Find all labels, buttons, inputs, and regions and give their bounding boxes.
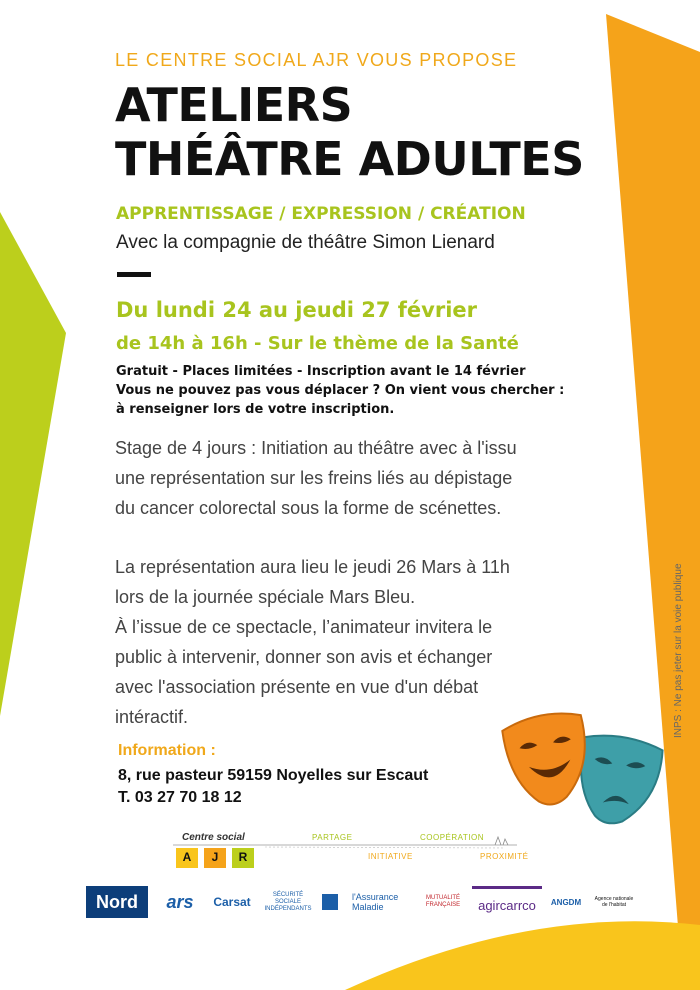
body-line: intéractif. [115, 707, 189, 727]
ajr-letter-a: A [176, 848, 198, 868]
body-line: La représentation aura lieu le jeudi 26 Mars à 11h [115, 557, 510, 577]
theatre-masks-icon [500, 700, 670, 845]
yellow-corner-shape [345, 921, 700, 990]
partner-logo-ars: ars [166, 891, 194, 912]
description-paragraph-2 [115, 552, 510, 732]
title-line-1: ATELIERS [115, 78, 353, 132]
hours-heading: de 14h à 16h - Sur le thème de la Santé [116, 333, 519, 354]
partner-logo-ssi: SÉCURITÉ SOCIALE INDÉPENDANTS [264, 891, 312, 912]
ajr-word-partage: PARTAGE [312, 833, 353, 842]
ajr-logo-label: Centre social [182, 832, 245, 843]
lime-triangle-shape [0, 212, 66, 716]
practical-notes [116, 362, 564, 419]
divider [117, 272, 151, 277]
partner-logo-assurance-maladie: l'Assurance Maladie [352, 892, 399, 912]
address: 8, rue pasteur 59159 Noyelles sur Escaut [118, 767, 429, 784]
phone-number: T. 03 27 70 18 12 [118, 789, 242, 806]
partner-logo-mutualite: MUTUALITÉ FRANÇAISE [425, 895, 461, 908]
note-line: à renseigner lors de votre inscription. [116, 402, 395, 417]
ajr-word-initiative: INITIATIVE [368, 852, 413, 861]
body-line: lors de la journée spéciale Mars Bleu. [115, 587, 416, 607]
note-line: Vous ne pouvez pas vous déplacer ? On vient vous chercher : [116, 383, 565, 398]
ajr-word-proximite: PROXIMITÉ [480, 852, 529, 861]
square-icon [322, 894, 338, 910]
body-line: avec l'association présente en vue d'un débat [115, 677, 479, 697]
body-line: À l’issue de ce spectacle, l’animateur invitera le [115, 617, 493, 637]
contact-info [118, 765, 428, 809]
note-line: Gratuit - Places limitées - Inscription avant le 14 février [116, 364, 526, 379]
partner-logo-agirc-arrco: agircarrco [472, 886, 542, 921]
side-disclaimer: INPS : Ne pas jeter sur la voie publique [673, 563, 684, 738]
subtitle: APPRENTISSAGE / EXPRESSION / CRÉATION [116, 204, 526, 224]
company-line: Avec la compagnie de théâtre Simon Lienard [116, 232, 495, 253]
partner-logo-anah: Agence nationale de l'habitat [594, 896, 634, 908]
description-paragraph-1 [115, 433, 517, 523]
ajr-word-cooperation: COOPÉRATION [420, 833, 485, 842]
ajr-letter-j: J [204, 848, 226, 868]
dates-heading: Du lundi 24 au jeudi 27 février [116, 298, 477, 322]
body-line: Stage de 4 jours : Initiation au théâtre avec à l'issu [115, 438, 517, 458]
ajr-letter-r: R [232, 848, 254, 868]
info-title: Information : [118, 742, 216, 759]
body-line: public à intervenir, donner son avis et échanger [115, 647, 493, 667]
page-title [115, 78, 584, 186]
title-line-2: THÉÂTRE ADULTES [115, 132, 584, 186]
partner-logo-nord: Nord [86, 886, 148, 918]
partner-logo-angdm: ANGDM [550, 897, 582, 907]
partner-logo-carsat: Carsat [213, 895, 251, 909]
kicker-text: LE CENTRE SOCIAL AJR VOUS PROPOSE [115, 50, 518, 70]
body-line: une représentation sur les freins liés au dépistage [115, 468, 513, 488]
partner-logo-blue-icon [312, 886, 348, 918]
body-line: du cancer colorectal sous la forme de scénettes. [115, 498, 502, 518]
